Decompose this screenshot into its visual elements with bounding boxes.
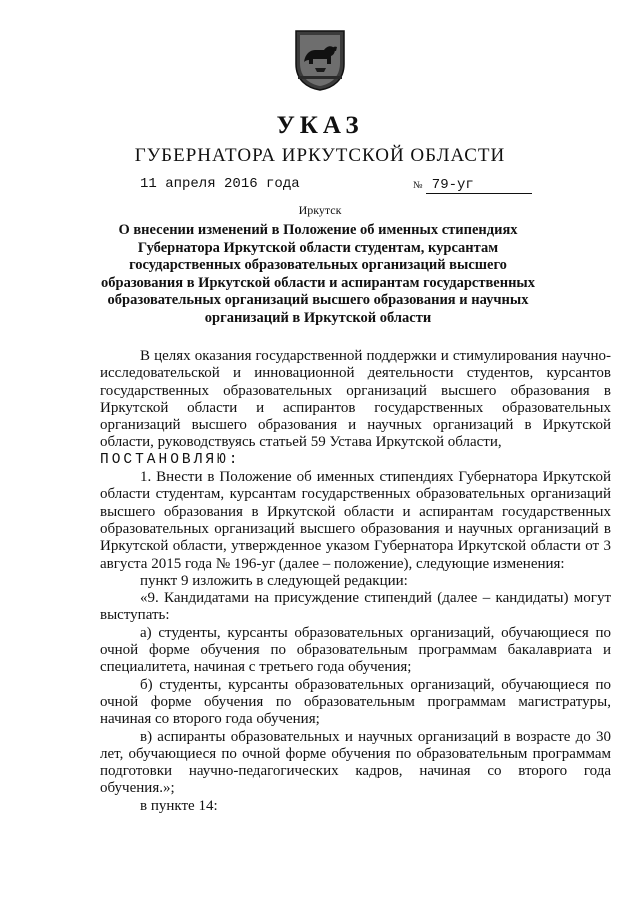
paragraph-item-a: а) студенты, курсанты образовательных организаций, обучающиеся по очной форме обучения по образовательным программам бакалавриата и специалитета, начиная с третьего года обучения; xyxy=(100,624,611,676)
document-city: Иркутск xyxy=(298,203,342,217)
paragraph-item-b: б) студенты, курсанты образовательных организаций, обучающиеся по очной форме обучения по образовательным программам магистратуры, начиная со второго года обучения; xyxy=(100,676,611,728)
paragraph-item-1: 1. Внести в Положение об именных стипендиях Губернатора Иркутской области студентам, курсантам государственных образовательных организаций высшего образования в Иркутской области и аспирантам государственных образовательных организаций высшего образования и научных организаций в Иркутской области, утвержденное указом Губернатора Иркутской области от 3 августа 2015 года № 196-уг (далее – положение), следующие изменения: xyxy=(100,469,611,572)
paragraph-preamble: В целях оказания государственной поддержки и стимулирования научно-исследовательской и инновационной деятельности студентов, курсантов государственных образовательных организаций высшего образования в Иркутской области и аспирантов государственных образовательных организаций высшего образования и научных организаций в Иркутской области, руководствуясь статьей 59 Устава Иркутской области, xyxy=(100,348,611,451)
document-heading: О внесении изменений в Положение об именных стипендиях Губернатора Иркутской области студентам, курсантам государственных образовательных организаций высшего образования в Иркутской области и аспирантам государственных образовательных организаций высшего образования и научных организаций в Иркутской области xyxy=(101,222,535,326)
paragraph-item-v: в) аспиранты образовательных и научных организаций в возрасте до 30 лет, обучающиеся по очной форме обучения по образовательным программам подготовки научно-педагогических кадров, начиная со второго года обучения.»; xyxy=(100,728,611,797)
number-value: 79-уг xyxy=(426,177,532,194)
paragraph-point-9: пункт 9 изложить в следующей редакции: xyxy=(140,572,408,589)
paragraph-decree: ПОСТАНОВЛЯЮ: xyxy=(100,451,241,468)
document-date: 11 апреля 2016 года xyxy=(140,176,300,192)
document-number xyxy=(413,176,532,194)
number-sign: № xyxy=(413,180,423,191)
document-body xyxy=(100,348,611,815)
paragraph-candidates: «9. Кандидатами на присуждение стипендий (далее – кандидаты) могут выступать: xyxy=(100,590,611,624)
document-title: УКАЗ xyxy=(276,112,364,139)
irkutsk-coat-of-arms-icon xyxy=(293,28,347,92)
paragraph-point-14: в пункте 14: xyxy=(140,797,218,814)
document-subtitle: ГУБЕРНАТОРА ИРКУТСКОЙ ОБЛАСТИ xyxy=(134,145,506,166)
emblem-container xyxy=(0,28,640,97)
